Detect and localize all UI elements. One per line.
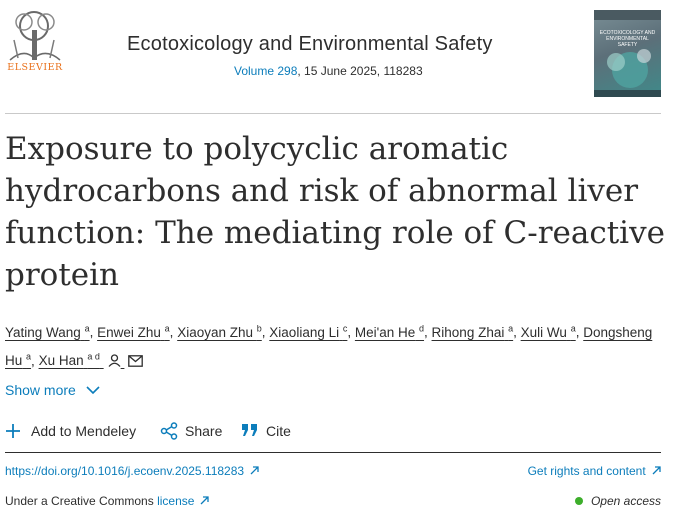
author-list: Yating Wang $^a$, Enwei Zhu $^a$, Xiaoyan Zhu $^b$, Xiaoliang Li $^c$, Mei'an He $^d$, Rihong Zhai $^a$, Xuli Wu $^a$, Dongsheng Hu $^a$, Xu Han $^{a d}$ <box>5 323 653 368</box>
license-link[interactable]: license <box>157 494 209 508</box>
article-title: Exposure to polycyclic aromatic hydrocarbons and risk of abnormal liver function: The mediating role of C-reactive protein <box>5 131 665 293</box>
external-link-icon <box>652 466 661 475</box>
email-icon <box>128 355 143 367</box>
author-link[interactable]: Dongsheng Hu $^a$ <box>5 324 653 368</box>
get-rights-text: Get rights and content <box>527 464 646 478</box>
external-link-icon <box>200 496 209 505</box>
chevron-down-icon <box>86 386 100 395</box>
share-label: Share <box>185 423 223 439</box>
cover-title: ECOTOXICOLOGY AND ENVIRONMENTAL SAFETY <box>599 30 656 48</box>
show-more-label: Show more <box>5 382 76 398</box>
quote-icon <box>241 423 258 438</box>
article-header <box>0 0 682 112</box>
add-to-mendeley-label: Add to Mendeley <box>31 423 137 439</box>
issue-date-and-number: , 15 June 2025, 118283 <box>297 64 423 78</box>
author-link[interactable]: Mei'an He $^d$ <box>354 323 425 340</box>
journal-cover-image[interactable] <box>594 10 661 97</box>
external-link-icon <box>250 466 259 475</box>
license-line <box>5 494 209 508</box>
get-rights-link[interactable] <box>528 464 661 478</box>
license-prefix: Under a Creative Commons <box>5 494 154 508</box>
actions-divider <box>5 452 661 453</box>
open-access-dot-icon <box>575 497 583 505</box>
show-more-button[interactable] <box>5 382 100 398</box>
author-link[interactable]: Xiaoliang Li $^c$ <box>269 323 348 340</box>
open-access-label: Open access <box>590 494 661 508</box>
corresponding-author-link[interactable]: Xu Han $^{a d}$ <box>39 353 144 368</box>
elsevier-wordmark: ELSEVIER <box>7 62 63 73</box>
journal-title[interactable]: Ecotoxicology and Environmental Safety <box>127 33 493 55</box>
author-link[interactable]: Xiaoyan Zhu $^b$ <box>177 323 262 340</box>
author-link[interactable]: Enwei Zhu $^a$ <box>97 323 170 340</box>
header-divider <box>5 113 661 114</box>
author-link[interactable]: Yating Wang $^a$ <box>5 323 90 340</box>
person-icon <box>108 354 121 367</box>
plus-icon <box>5 423 21 439</box>
cite-label: Cite <box>266 423 291 439</box>
author-link[interactable]: Xuli Wu $^a$ <box>520 323 576 340</box>
doi-text: https://doi.org/10.1016/j.ecoenv.2025.118283 <box>5 464 245 478</box>
doi-link[interactable] <box>5 464 259 478</box>
share-icon <box>160 422 178 440</box>
issue-info <box>234 64 423 78</box>
author-link[interactable]: Rihong Zhai $^a$ <box>431 323 514 340</box>
volume-link[interactable]: Volume 298 <box>234 64 298 78</box>
open-access-badge <box>575 494 661 508</box>
